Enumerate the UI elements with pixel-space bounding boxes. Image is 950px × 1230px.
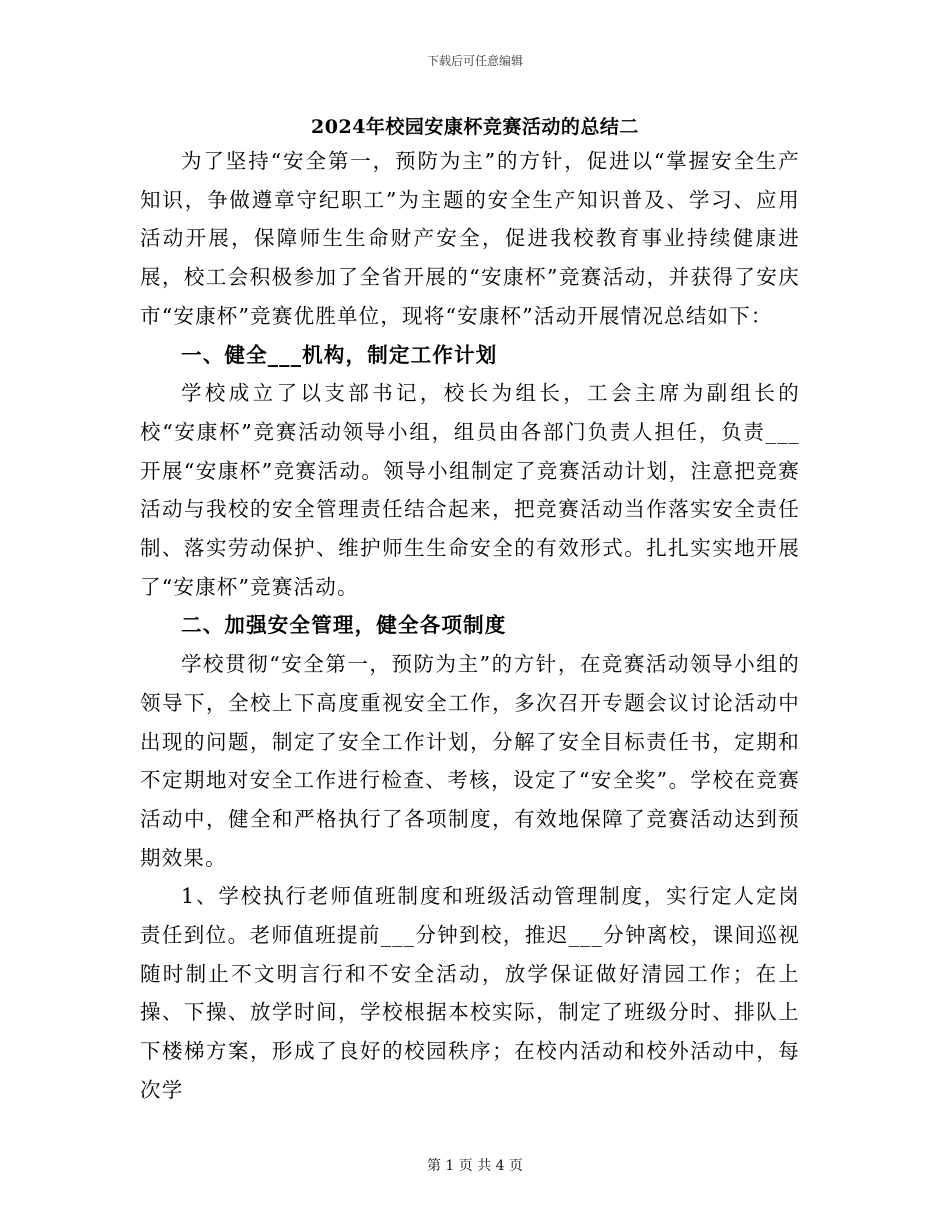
- page-number-footer: 第 1 页 共 4 页: [426, 1158, 524, 1174]
- section-heading-1: 一、健全___机构，制定工作计划: [181, 342, 498, 367]
- section-heading-2: 二、加强安全管理，健全各项制度: [181, 613, 507, 638]
- page-header-note: 下载后可任意编辑: [426, 54, 523, 68]
- document-title: 2024年校园安康杯竞赛活动的总结二: [311, 116, 639, 138]
- intro-paragraph: 为了坚持“安全第一，预防为主”的方针，促进以“掌握安全生产知识，争做遵章守纪职工”为主题的安全生产知识普及、学习、应用活动开展，保障师生生命财产安全，促进我校教育事业持续健康进展，校工会积极参加了全省开展的“安康杯”竞赛活动，并获得了安庆市“安康杯”竞赛优胜单位，现将“安康杯”活动开展情况总结如下：: [140, 149, 800, 328]
- list-item-1-paragraph: 1、学校执行老师值班制度和班级活动管理制度，实行定人定岗责任到位。老师值班提前___分钟到校，推迟___分钟离校，课间巡视随时制止不文明言行和不安全活动，放学保证做好清园工作；在上操、下操、放学时间，学校根据本校实际，制定了班级分时、排队上下楼梯方案，形成了良好的校园秩序；在校内活动和校外活动中，每次学: [140, 884, 800, 1102]
- document-body: [140, 142, 800, 1110]
- section-2-paragraph: 学校贯彻“安全第一，预防为主”的方针，在竞赛活动领导小组的领导下，全校上下高度重视安全工作，多次召开专题会议讨论活动中出现的问题，制定了安全工作计划，分解了安全目标责任书，定期和不定期地对安全工作进行检查、考核，设定了“安全奖”。学校在竞赛活动中，健全和严格执行了各项制度，有效地保障了竞赛活动达到预期效果。: [140, 652, 800, 870]
- section-1-paragraph: 学校成立了以支部书记，校长为组长，工会主席为副组长的校“安康杯”竞赛活动领导小组，组员由各部门负责人担任，负责___开展“安康杯”竞赛活动。领导小组制定了竞赛活动计划，注意把竞赛活动与我校的安全管理责任结合起来，把竞赛活动当作落实安全责任制、落实劳动保护、维护师生生命安全的有效形式。扎扎实实地开展了“安康杯”竞赛活动。: [140, 381, 800, 599]
